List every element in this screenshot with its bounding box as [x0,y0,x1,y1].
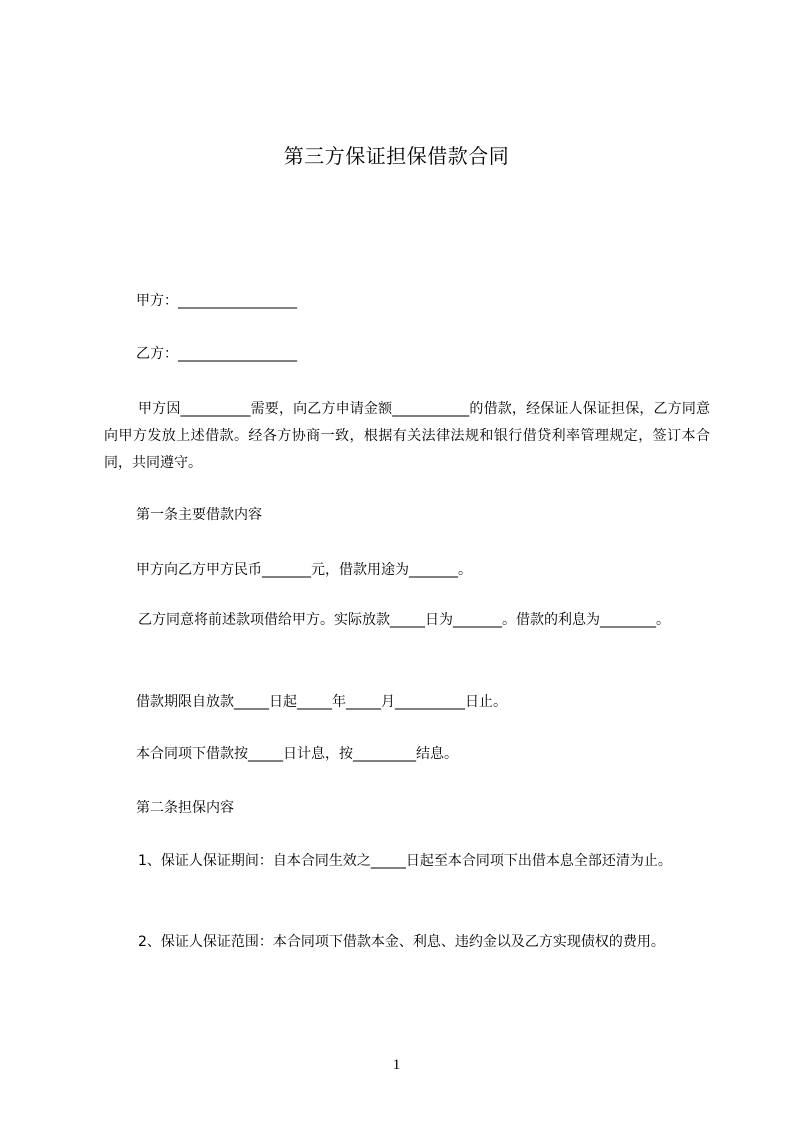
party-a-line: 甲方：_________________ [136,293,297,309]
article-1-heading: 第一条主要借款内容 [136,507,262,523]
page-number: 1 [392,1057,401,1073]
document-title: 第三方保证担保借款合同 [283,144,510,168]
article-1-loan-amount: 甲方向乙方甲方民币_______元，借款用途为_______。 [136,562,472,578]
article-1-loan-term: 借款期限自放款_____日起_____年_____月__________日止。 [136,694,507,710]
article-2-item-2: 2、保证人保证范围：本合同项下借款本金、利息、违约金以及乙方实现债权的费用。 [138,934,665,950]
article-2-heading: 第二条担保内容 [136,800,234,816]
article-1-disbursement: 乙方同意将前述款项借给甲方。实际放款_____日为_______。借款的利息为________。 [138,612,670,628]
party-b-line: 乙方：_________________ [136,346,297,362]
intro-paragraph: 甲方因__________需要，向乙方申请金额___________的借款，经保证人保证担保，乙方同意向甲方发放上述借款。经各方协商一致，根据有关法律法规和银行借贷利率管理规定，签订本合同，共同遵守。 [104,401,710,471]
article-2-item-1: 1、保证人保证期间：自本合同生效之_____日起至本合同项下出借本息全部还清为止。 [138,853,672,869]
article-1-interest: 本合同项下借款按_____日计息，按_________结息。 [136,746,458,762]
